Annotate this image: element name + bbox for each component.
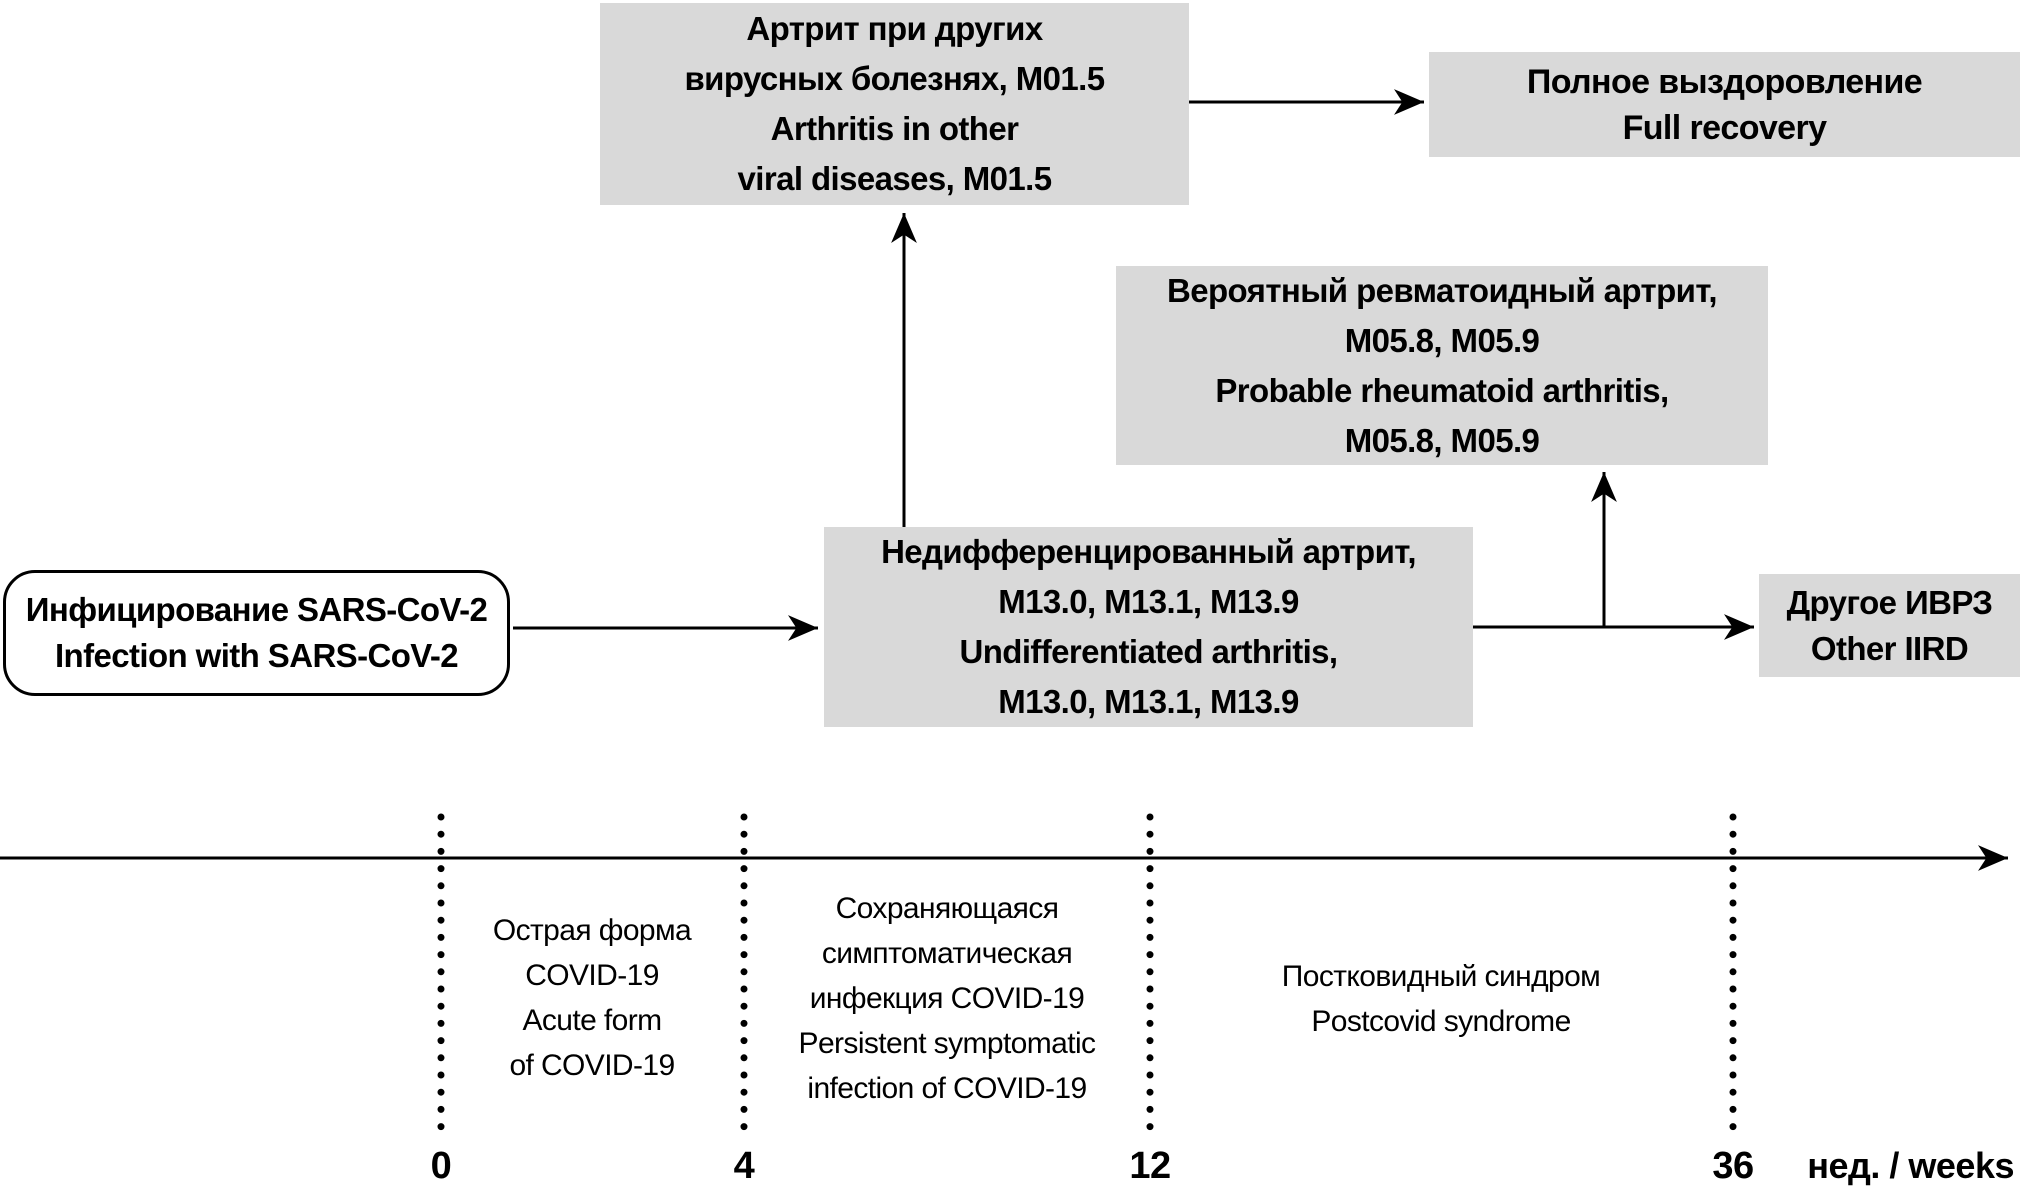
phase-postcovid — [1282, 954, 1600, 1044]
phase-persistent — [799, 886, 1096, 1111]
node-line: Other IIRD — [1810, 629, 1969, 667]
phase-acute — [493, 908, 691, 1088]
phase-line: COVID-19 — [525, 959, 659, 992]
node-other-iird — [1759, 574, 2020, 677]
phase-line: инфекция COVID-19 — [809, 982, 1085, 1015]
node-line: Arthritis in other — [770, 110, 1019, 147]
phase-line: симптоматическая — [821, 937, 1073, 970]
node-line: М13.0, М13.1, М13.9 — [998, 583, 1299, 620]
axis-unit-label: нед. / weeks — [1807, 1145, 2014, 1186]
node-line: Недифференцированный артрит, — [881, 533, 1416, 570]
node-line: М05.8, М05.9 — [1344, 321, 1540, 359]
node-line: Full recovery — [1622, 108, 1827, 147]
tick-label-12: 12 — [1129, 1145, 1171, 1187]
node-line: Infection with SARS-CoV-2 — [54, 637, 458, 674]
phase-line: of COVID-19 — [509, 1049, 675, 1082]
node-line: Полное выздоровление — [1526, 62, 1923, 101]
node-probable-ra — [1116, 266, 1768, 465]
phase-line: Persistent symptomatic — [798, 1027, 1096, 1060]
node-full-recovery — [1429, 52, 2020, 157]
tick-label-0: 0 — [430, 1145, 452, 1187]
phase-line: Postcovid syndrome — [1311, 1005, 1571, 1038]
node-line: Артрит при других — [746, 10, 1043, 47]
phase-line: Постковидный синдром — [1281, 960, 1601, 993]
node-infection — [3, 570, 510, 696]
phase-line: Сохраняющаяся — [835, 892, 1059, 925]
node-line: Undifferentiated arthritis, — [959, 633, 1338, 670]
phase-line: Acute form — [522, 1004, 662, 1037]
node-line: M05.8, M05.9 — [1344, 421, 1540, 459]
node-line: вирусных болезнях, М01.5 — [684, 60, 1105, 97]
phase-line: infection of COVID-19 — [807, 1072, 1087, 1105]
node-undifferentiated — [824, 527, 1473, 727]
node-line: Probable rheumatoid arthritis, — [1215, 371, 1669, 409]
node-line: M13.0, M13.1, M13.9 — [998, 683, 1299, 720]
tick-label-4: 4 — [733, 1145, 755, 1187]
node-line: Другое ИВРЗ — [1786, 583, 1993, 621]
phase-line: Острая форма — [492, 914, 692, 947]
node-line: Инфицирование SARS-CoV-2 — [25, 591, 488, 628]
node-line: Вероятный ревматоидный артрит, — [1167, 271, 1717, 309]
tick-label-36: 36 — [1712, 1145, 1754, 1187]
node-viral-arthritis — [600, 3, 1189, 205]
node-line: viral diseases, M01.5 — [737, 160, 1052, 197]
